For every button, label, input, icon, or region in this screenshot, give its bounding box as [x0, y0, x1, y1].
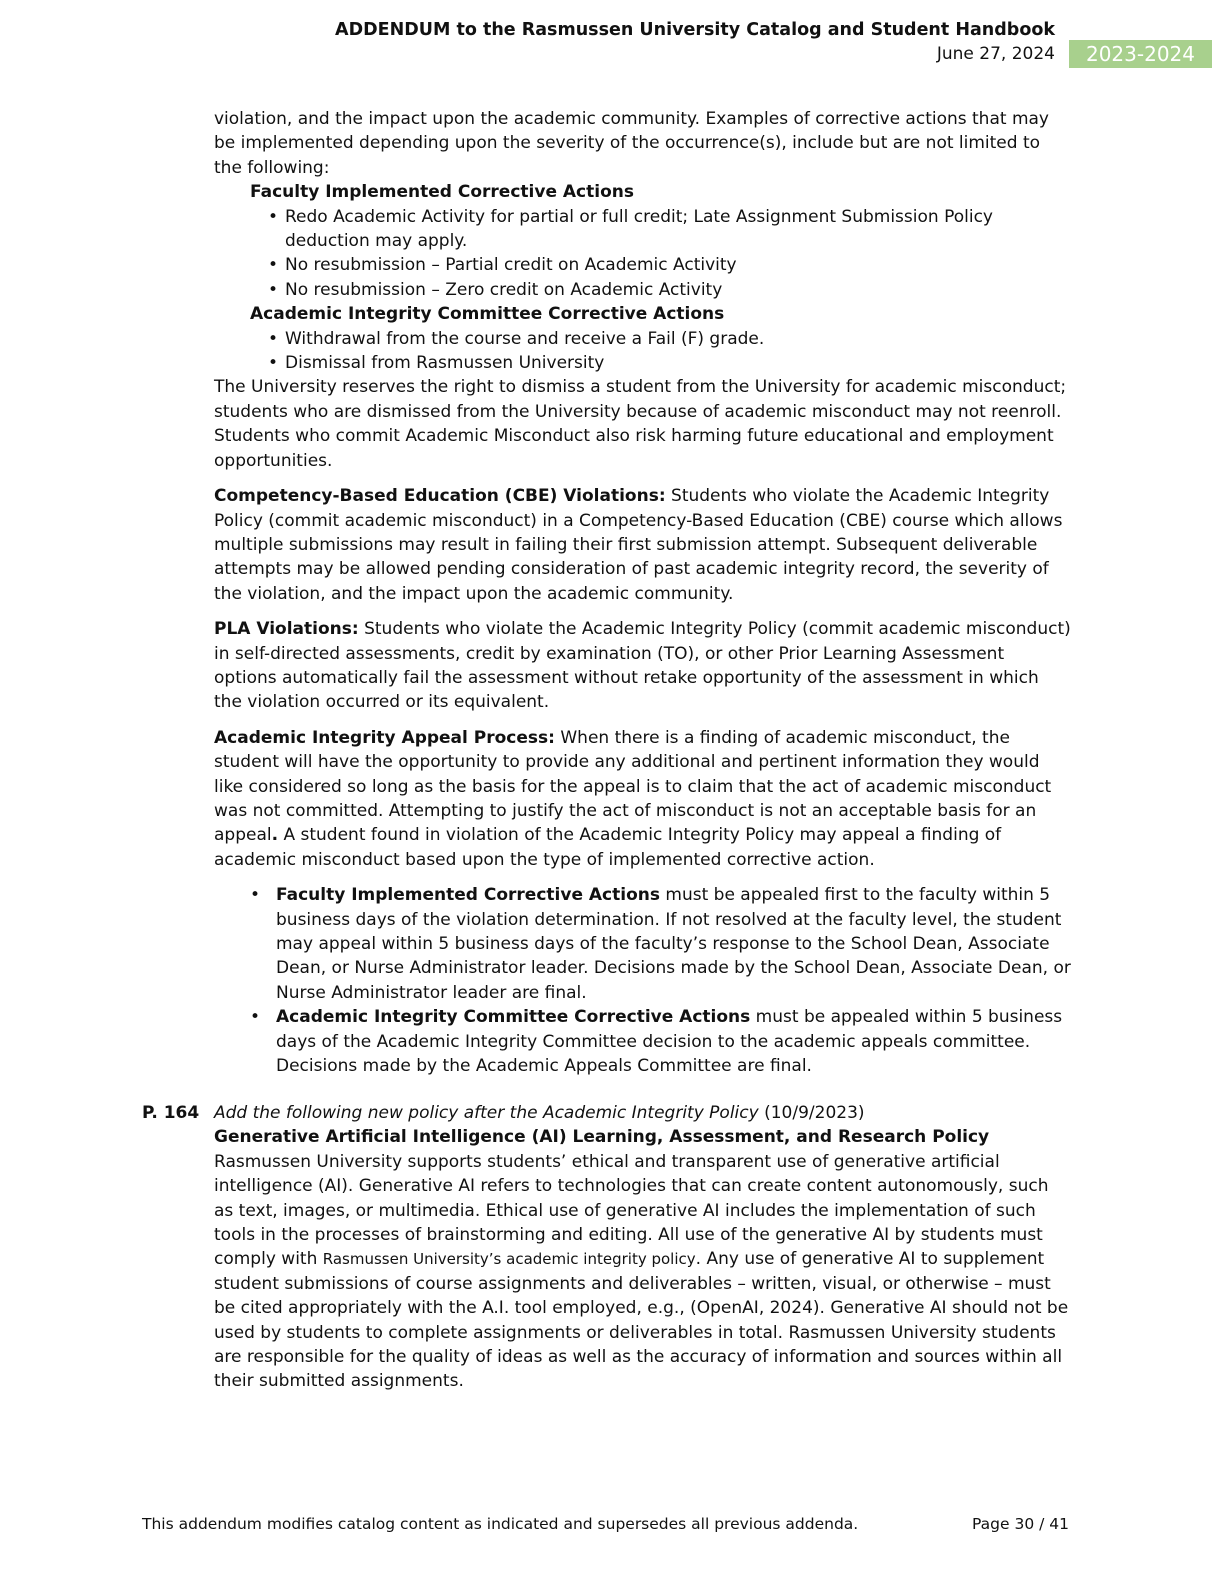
list-item: • Withdrawal from the course and receive a Fail (F) grade.	[214, 327, 1072, 351]
cbe-label: Competency-Based Education (CBE) Violations:	[214, 486, 666, 507]
page-reference-label: P. 164	[142, 1103, 200, 1123]
intro-paragraph: violation, and the impact upon the academic community. Examples of corrective actions that may be implemented depending upon the severity of the occurrence(s), include but are not limited to the following:	[214, 109, 1049, 178]
pla-text: Students who violate the Academic Integrity Policy (commit academic misconduct) in self-directed assessments, credit by examination (TO), or other Prior Learning Assessment options automatically fail the assessment without retake opportunity of the assessment in which the violation occurred or its equivalent.	[214, 619, 1071, 713]
cbe-text: Students who violate the Academic Integrity Policy (commit academic misconduct) in a Competency-Based Education (CBE) course which allows multiple submissions may result in failing their first submission attempt. Subsequent deliverable attempts may be allowed pending consideration of past academic integrity record, the severity of the violation, and the impact upon the academic community.	[214, 486, 1063, 604]
policy-body: Rasmussen University supports students’ ethical and transparent use of generative artificial intelligence (AI). Generative AI refers to technologies that can create content autonomously, such as text, images, or multimedia. Ethical use of generative AI includes the implementation of such tools in the processes of brainstorming and editing. All use of the generative AI by students must comply with Rasmussen University’s academic integrity policy. Any use of generative AI to supplement student submissions of course assignments and deliverables – written, visual, or otherwise – must be cited appropriately with the A.I. tool employed, e.g., (OpenAI, 2024). Generative AI should not be used by students to complete assignments or deliverables in total. Rasmussen University students are responsible for the quality of ideas as well as the accuracy of information and sources within all their submitted assignments.	[214, 1151, 1069, 1392]
pla-label: PLA Violations:	[214, 619, 359, 640]
appeal-bullet-label: Faculty Implemented Corrective Actions	[276, 885, 660, 906]
instruction-text: Add the following new policy after the Academic Integrity Policy	[214, 1103, 759, 1123]
footer-note: This addendum modifies catalog content as indicated and supersedes all previous addenda.	[142, 1515, 859, 1533]
instruction-date: (10/9/2023)	[758, 1103, 865, 1123]
appeal-bullet-label: Academic Integrity Committee Corrective Actions	[276, 1007, 751, 1028]
committee-actions-heading: Academic Integrity Committee Corrective Actions	[250, 304, 725, 325]
year-badge: 2023-2024	[1069, 40, 1212, 68]
dismissal-paragraph: The University reserves the right to dismiss a student from the University for academic misconduct; students who are dismissed from the University because of academic misconduct may not reenroll. Students who commit Academic Misconduct also risk harming future educational and employment opportunities.	[214, 377, 1067, 471]
list-item: • No resubmission – Zero credit on Academic Activity	[214, 278, 1072, 302]
section-p164-body	[214, 1101, 1072, 1394]
list-item	[214, 1005, 1072, 1078]
list-item: • Dismissal from Rasmussen University	[214, 351, 1072, 375]
instruction-line	[214, 1101, 1072, 1125]
pla-paragraph	[214, 617, 1072, 715]
appeal-text-1: When there is a finding of academic misconduct, the student will have the opportunity to provide any additional and pertinent information they would like considered so long as the basis for the appeal is to claim that the act of academic misconduct was not committed. Attempting to justify the act of misconduct is not an acceptable basis for an appeal	[214, 727, 1052, 846]
appeal-list	[214, 883, 1072, 1078]
committee-actions-list	[214, 327, 1072, 376]
document-title: ADDENDUM to the Rasmussen University Catalog and Student Handbook	[335, 20, 1055, 40]
list-item	[214, 883, 1072, 1005]
document-date: June 27, 2024	[936, 44, 1055, 64]
main-content	[214, 107, 1072, 1078]
section-p164	[142, 1101, 1072, 1394]
list-item: • Redo Academic Activity for partial or full credit; Late Assignment Submission Policy deduction may apply.	[214, 205, 1072, 254]
appeal-bold-period: .	[271, 825, 279, 846]
faculty-actions-list	[214, 205, 1072, 303]
list-item: • No resubmission – Partial credit on Academic Activity	[214, 253, 1072, 277]
appeal-text-2: A student found in violation of the Academic Integrity Policy may appeal a finding of academic misconduct based upon the type of implemented corrective action.	[214, 825, 1002, 870]
appeal-label: Academic Integrity Appeal Process:	[214, 727, 555, 748]
appeal-bullet-text: must be appealed first to the faculty within 5 business days of the violation determination. If not resolved at the faculty level, the student may appeal within 5 business days of the faculty’s response to the School Dean, Associate Dean, or Nurse Administrator leader. Decisions made by the School Dean, Associate Dean, or Nurse Administrator leader are final.	[276, 885, 1071, 1003]
policy-title: Generative Artificial Intelligence (AI) Learning, Assessment, and Research Policy	[214, 1127, 990, 1148]
appeal-bullet-text: must be appealed within 5 business days of the Academic Integrity Committee decision to the academic appeals committee. Decisions made by the Academic Appeals Committee are final.	[276, 1007, 1063, 1077]
page-number: Page 30 / 41	[972, 1515, 1069, 1533]
policy-link-text: Rasmussen University’s academic integrity policy	[322, 1250, 696, 1269]
appeal-paragraph	[214, 726, 1072, 872]
cbe-paragraph	[214, 484, 1072, 606]
faculty-actions-heading: Faculty Implemented Corrective Actions	[250, 182, 634, 203]
